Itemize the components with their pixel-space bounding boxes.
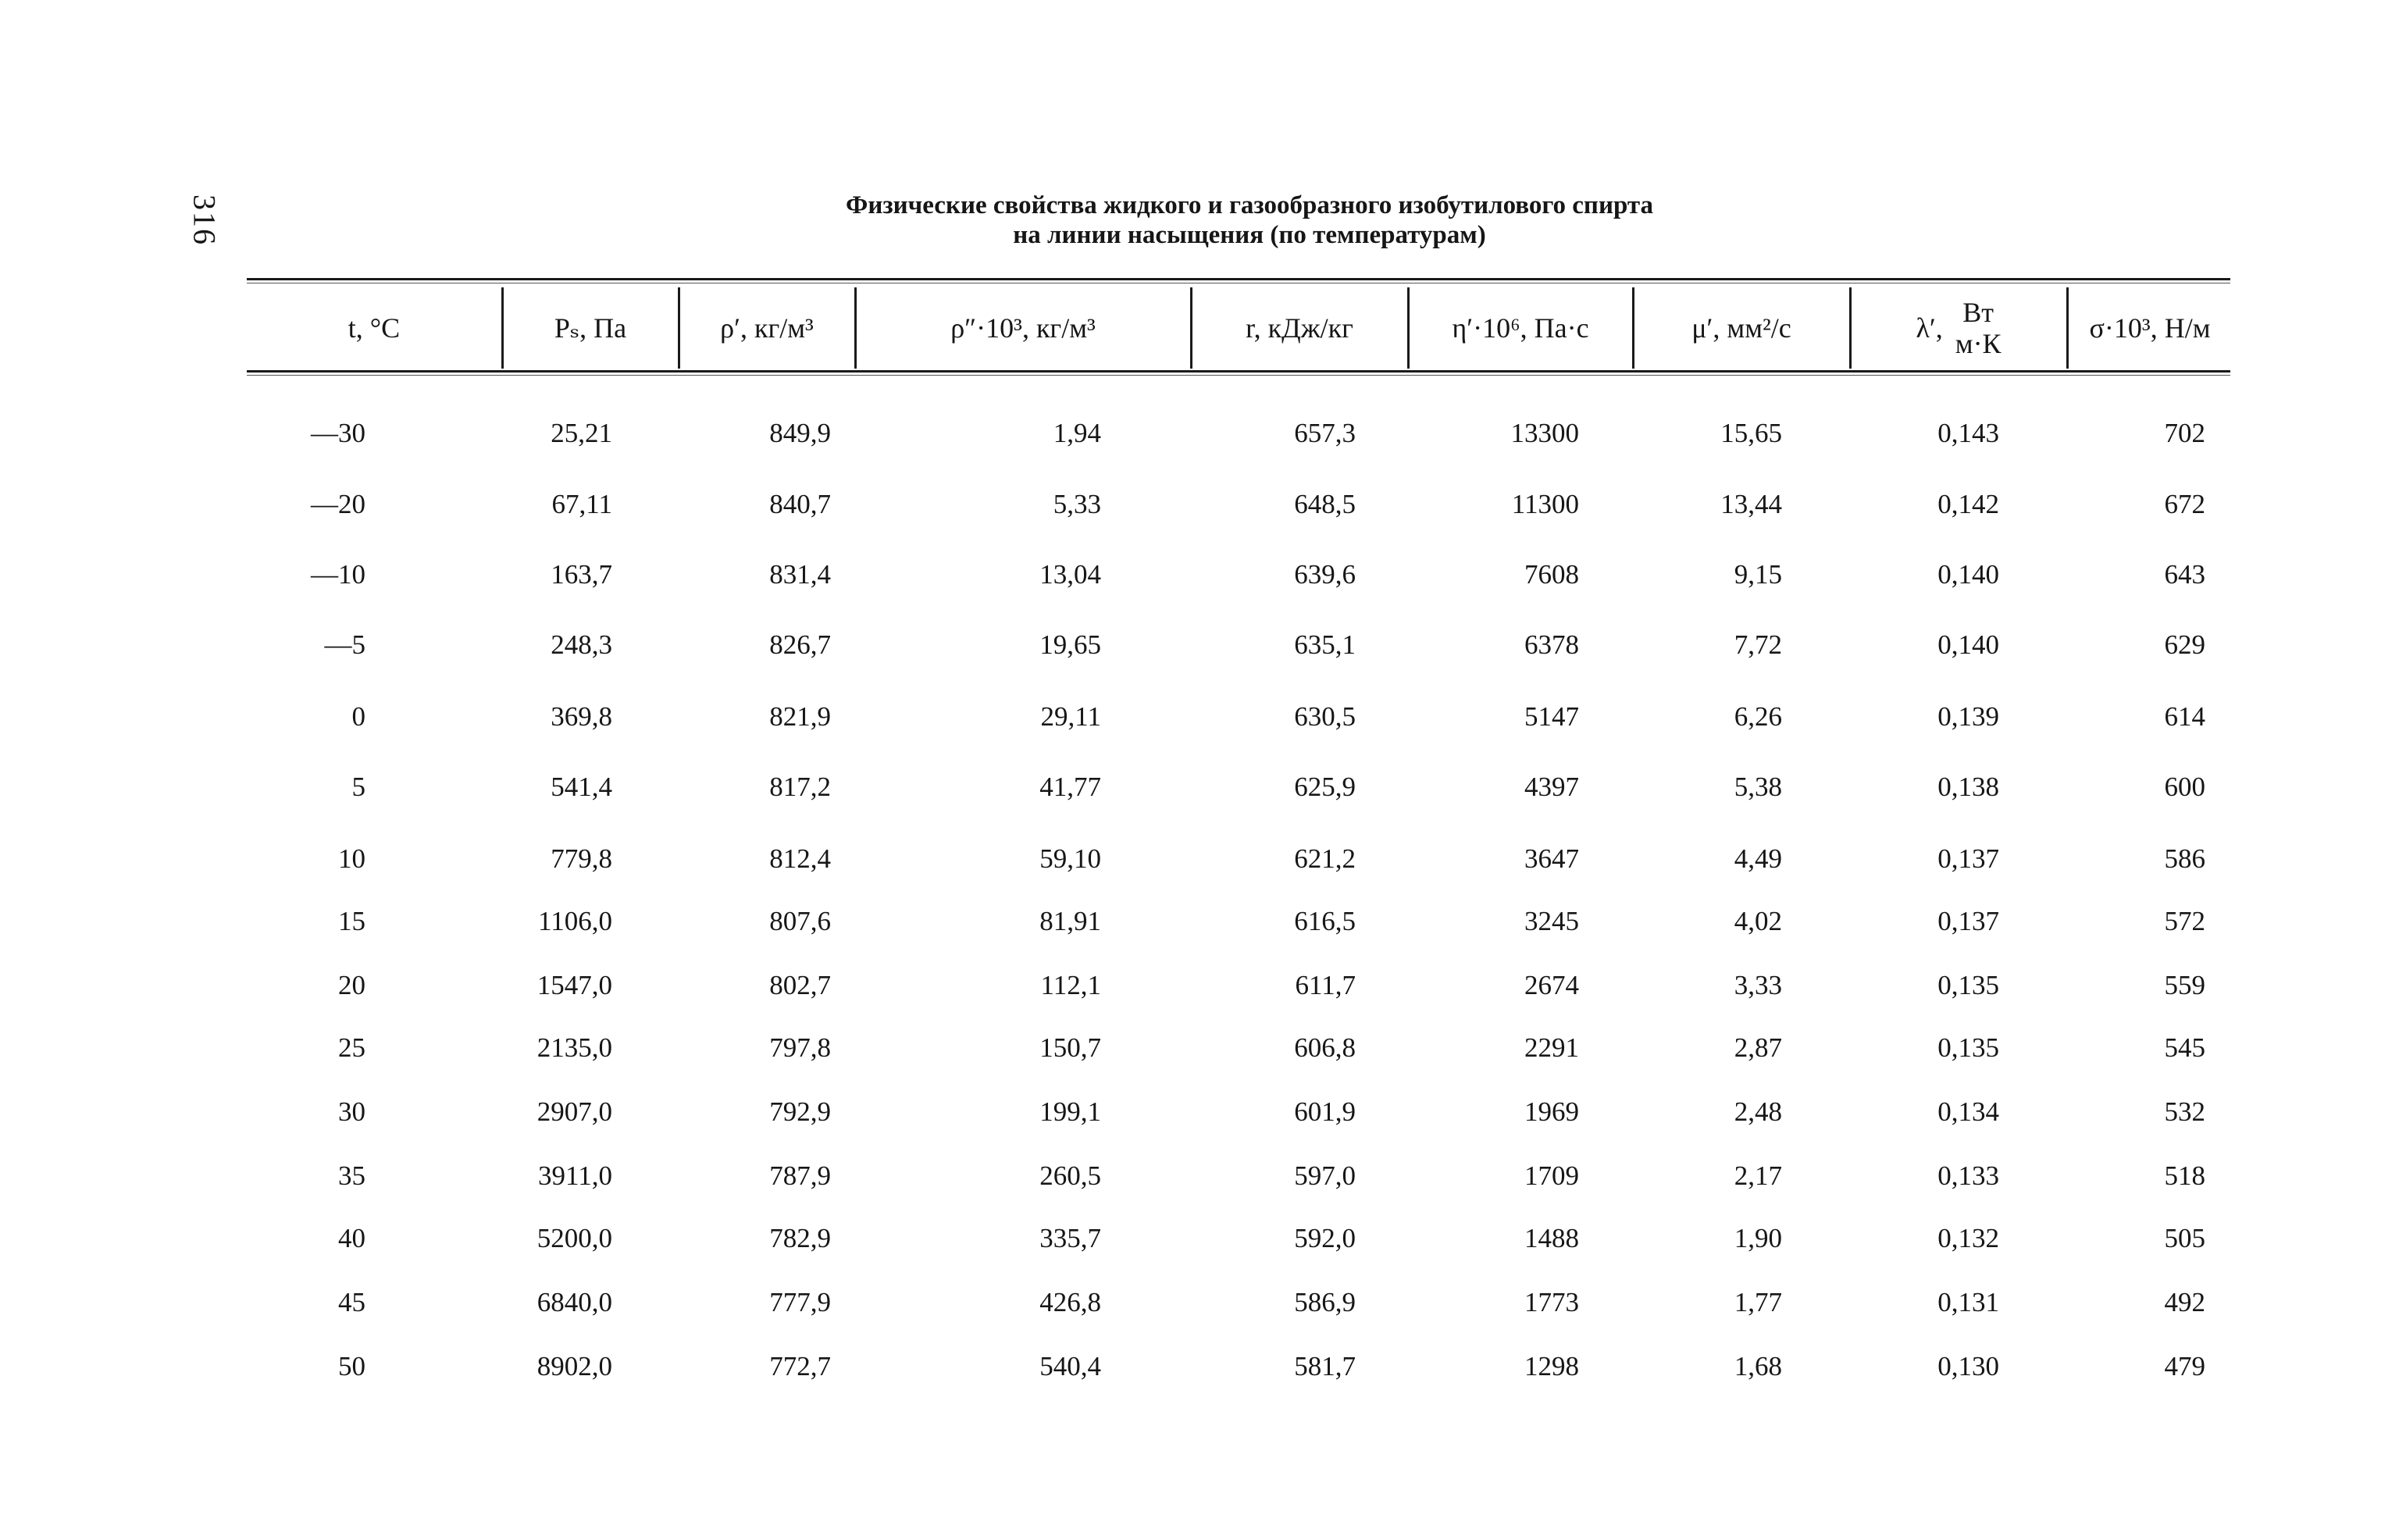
cell-eta: 3647 [1524,843,1579,874]
cell-t: —20 [311,489,365,519]
cell-rho-liq: 826,7 [769,629,831,660]
lambda-unit-fraction [1955,297,2002,359]
cell-t: 10 [338,843,365,874]
cell-rho-vap: 59,10 [1039,843,1101,874]
cell-ps: 1106,0 [538,906,612,936]
cell-eta: 1298 [1524,1351,1579,1381]
cell-lambda: 0,138 [1937,772,1999,802]
cell-ps: 67,11 [551,489,612,519]
table-row [0,1343,2399,1390]
table-row [0,481,2399,528]
table-row [0,410,2399,457]
cell-sigma: 492 [2164,1287,2205,1317]
cell-rho-liq: 792,9 [769,1096,831,1127]
cell-ps: 248,3 [551,629,612,660]
cell-r: 581,7 [1294,1351,1356,1381]
cell-rho-liq: 782,9 [769,1223,831,1253]
column-divider [854,287,857,369]
cell-rho-liq: 849,9 [769,418,831,448]
header-rho-liquid: ρ′, кг/м³ [720,312,814,344]
cell-rho-vap: 112,1 [1040,970,1101,1000]
cell-ps: 6840,0 [536,1287,612,1317]
cell-lambda: 0,135 [1937,970,1999,1000]
column-divider [1632,287,1634,369]
cell-ps: 8902,0 [536,1351,612,1381]
cell-sigma: 629 [2164,629,2205,660]
cell-rho-vap: 41,77 [1039,772,1101,802]
table-row [0,1279,2399,1326]
cell-mu: 7,72 [1734,629,1782,660]
cell-ps: 3911,0 [538,1160,612,1191]
cell-r: 606,8 [1294,1032,1356,1063]
cell-r: 616,5 [1294,906,1356,936]
cell-sigma: 586 [2164,843,2205,874]
cell-rho-liq: 831,4 [769,559,831,590]
cell-r: 625,9 [1294,772,1356,802]
column-divider [678,287,680,369]
table-row [0,764,2399,811]
cell-lambda: 0,133 [1937,1160,1999,1191]
table-row [0,1153,2399,1200]
cell-t: 0 [351,701,365,732]
cell-sigma: 572 [2164,906,2205,936]
cell-sigma: 518 [2164,1160,2205,1191]
cell-ps: 25,21 [551,418,612,448]
cell-eta: 2291 [1524,1032,1579,1063]
cell-rho-vap: 1,94 [1053,418,1101,448]
cell-eta: 11300 [1511,489,1579,519]
cell-eta: 7608 [1524,559,1579,590]
cell-mu: 5,38 [1734,772,1782,802]
cell-ps: 2907,0 [536,1096,612,1127]
cell-eta: 1709 [1524,1160,1579,1191]
table-row [0,622,2399,668]
cell-rho-liq: 772,7 [769,1351,831,1381]
cell-rho-liq: 807,6 [769,906,831,936]
cell-rho-liq: 817,2 [769,772,831,802]
cell-ps: 2135,0 [536,1032,612,1063]
cell-t: 50 [338,1351,365,1381]
table-row [0,898,2399,945]
cell-sigma: 600 [2164,772,2205,802]
cell-t: —30 [311,418,365,448]
cell-rho-liq: 812,4 [769,843,831,874]
cell-eta: 13300 [1510,418,1579,448]
table-row [0,693,2399,740]
cell-mu: 6,26 [1734,701,1782,732]
cell-ps: 1547,0 [536,970,612,1000]
header-bottom-rule [247,370,2230,373]
table-row [0,1025,2399,1071]
cell-sigma: 702 [2164,418,2205,448]
cell-t: —5 [324,629,365,660]
cell-lambda: 0,139 [1937,701,1999,732]
cell-lambda: 0,142 [1937,489,1999,519]
cell-r: 630,5 [1294,701,1356,732]
cell-rho-liq: 802,7 [769,970,831,1000]
cell-rho-liq: 821,9 [769,701,831,732]
cell-lambda: 0,135 [1937,1032,1999,1063]
lambda-unit-denominator: м·К [1955,328,2002,359]
table-row [0,1215,2399,1262]
lambda-unit-numerator: Вт [1962,297,1994,328]
cell-t: 25 [338,1032,365,1063]
cell-r: 657,3 [1294,418,1356,448]
cell-sigma: 614 [2164,701,2205,732]
cell-lambda: 0,132 [1937,1223,1999,1253]
cell-t: —10 [311,559,365,590]
table-title-line-1: Физические свойства жидкого и газообразного изобутилового спирта [846,191,1653,219]
cell-mu: 2,48 [1734,1096,1782,1127]
table-row [0,551,2399,598]
cell-rho-liq: 797,8 [769,1032,831,1063]
cell-mu: 9,15 [1734,559,1782,590]
cell-rho-vap: 335,7 [1039,1223,1101,1253]
cell-mu: 1,77 [1734,1287,1782,1317]
cell-rho-liq: 840,7 [769,489,831,519]
cell-lambda: 0,137 [1937,843,1999,874]
cell-rho-vap: 81,91 [1039,906,1101,936]
cell-rho-liq: 777,9 [769,1287,831,1317]
cell-t: 30 [338,1096,365,1127]
cell-rho-vap: 150,7 [1039,1032,1101,1063]
header-mu: μ′, мм²/с [1691,312,1791,344]
cell-mu: 4,02 [1734,906,1782,936]
cell-lambda: 0,131 [1937,1287,1999,1317]
cell-sigma: 559 [2164,970,2205,1000]
cell-eta: 4397 [1524,772,1579,802]
cell-ps: 369,8 [551,701,612,732]
lambda-symbol: λ′, [1916,312,1943,344]
cell-sigma: 479 [2164,1351,2205,1381]
cell-sigma: 643 [2164,559,2205,590]
column-divider [1407,287,1410,369]
cell-lambda: 0,140 [1937,629,1999,660]
cell-sigma: 672 [2164,489,2205,519]
cell-mu: 13,44 [1720,489,1782,519]
cell-mu: 2,17 [1734,1160,1782,1191]
cell-rho-vap: 260,5 [1039,1160,1101,1191]
cell-mu: 3,33 [1734,970,1782,1000]
cell-rho-vap: 540,4 [1039,1351,1101,1381]
cell-eta: 2674 [1524,970,1579,1000]
cell-r: 621,2 [1294,843,1356,874]
cell-eta: 6378 [1524,629,1579,660]
cell-t: 5 [351,772,365,802]
cell-rho-vap: 426,8 [1039,1287,1101,1317]
cell-rho-vap: 19,65 [1039,629,1101,660]
header-r: r, кДж/кг [1246,312,1353,344]
cell-r: 639,6 [1294,559,1356,590]
table-title-line-2: на линии насыщения (по температурам) [1013,221,1486,249]
cell-eta: 1969 [1524,1096,1579,1127]
header-lambda [1851,289,2066,367]
cell-rho-liq: 787,9 [769,1160,831,1191]
table-row [0,1089,2399,1135]
cell-ps: 541,4 [551,772,612,802]
cell-t: 40 [338,1223,365,1253]
cell-rho-vap: 13,04 [1039,559,1101,590]
cell-t: 35 [338,1160,365,1191]
column-divider [1849,287,1852,369]
cell-rho-vap: 199,1 [1039,1096,1101,1127]
page-number: 316 [187,194,223,246]
cell-r: 586,9 [1294,1287,1356,1317]
cell-lambda: 0,140 [1937,559,1999,590]
header-eta: η′·10⁶, Па·с [1452,312,1589,344]
header-ps: Pₛ, Па [554,312,627,344]
cell-eta: 3245 [1524,906,1579,936]
cell-lambda: 0,130 [1937,1351,1999,1381]
cell-r: 601,9 [1294,1096,1356,1127]
cell-t: 15 [338,906,365,936]
cell-lambda: 0,143 [1937,418,1999,448]
cell-ps: 163,7 [551,559,612,590]
cell-eta: 5147 [1524,701,1579,732]
cell-ps: 5200,0 [536,1223,612,1253]
cell-sigma: 545 [2164,1032,2205,1063]
header-rho-vapor: ρ″·10³, кг/м³ [950,312,1096,344]
column-divider [1190,287,1192,369]
cell-r: 635,1 [1294,629,1356,660]
cell-r: 648,5 [1294,489,1356,519]
cell-ps: 779,8 [551,843,612,874]
column-divider [501,287,504,369]
cell-rho-vap: 29,11 [1040,701,1101,732]
cell-mu: 1,90 [1734,1223,1782,1253]
cell-mu: 1,68 [1734,1351,1782,1381]
cell-t: 45 [338,1287,365,1317]
top-rule [247,278,2230,280]
cell-eta: 1488 [1524,1223,1579,1253]
cell-r: 592,0 [1294,1223,1356,1253]
header-sigma: σ·10³, Н/м [2089,312,2211,344]
cell-rho-vap: 5,33 [1053,489,1101,519]
cell-sigma: 505 [2164,1223,2205,1253]
cell-mu: 4,49 [1734,843,1782,874]
cell-lambda: 0,137 [1937,906,1999,936]
cell-t: 20 [338,970,365,1000]
table-row [0,836,2399,882]
column-divider [2066,287,2069,369]
header-t: t, °С [348,312,401,344]
cell-eta: 1773 [1524,1287,1579,1317]
header-bottom-rule-thin [247,375,2230,376]
cell-sigma: 532 [2164,1096,2205,1127]
cell-r: 597,0 [1294,1160,1356,1191]
cell-r: 611,7 [1295,970,1356,1000]
table-row [0,962,2399,1009]
cell-mu: 15,65 [1720,418,1782,448]
cell-lambda: 0,134 [1937,1096,1999,1127]
cell-mu: 2,87 [1734,1032,1782,1063]
